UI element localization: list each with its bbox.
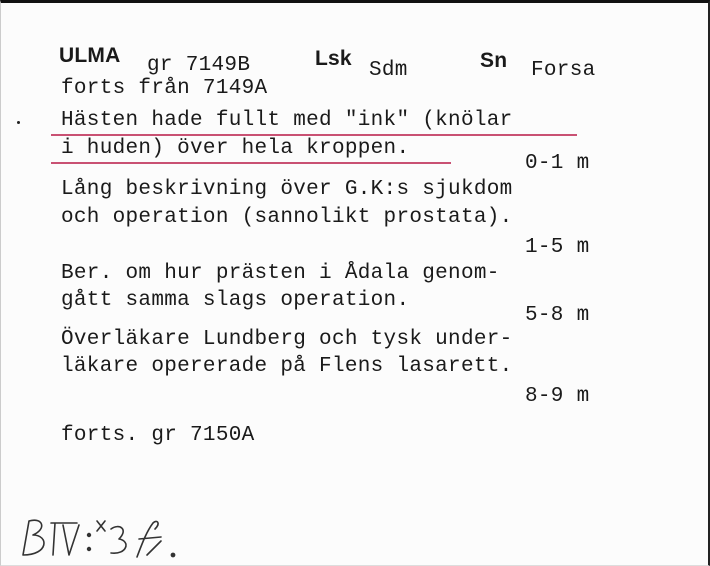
entry-1-time: 0-1 m [525,152,590,175]
entry-3-time: 5-8 m [525,304,590,327]
entry-1-line-2: i huden) över hela kroppen. [61,137,410,160]
entry-4-line-1: Överläkare Lundberg och tysk under- [61,328,513,351]
entry-3-line-2: gått samma slags operation. [61,289,410,312]
record-name: ULMA [59,44,121,67]
sn-value: Forsa [531,59,596,82]
entry-3-line-1: Ber. om hur prästen i Ådala genom- [61,262,500,285]
entry-4-time: 8-9 m [525,385,590,408]
continued-to: forts. gr 7150A [61,424,255,447]
entry-2-time: 1-5 m [525,236,590,259]
margin-dot [17,121,20,124]
lsk-label: Lsk [315,47,352,70]
entry-2-line-2: och operation (sannolikt prostata). [61,206,513,229]
entry-2-line-1: Lång beskrivning över G.K:s sjukdom [61,178,513,201]
sn-label: Sn [480,49,508,72]
lsk-value: Sdm [369,59,408,82]
entry-1-line-1: Hästen hade fullt med "ink" (knölar [61,109,513,132]
entry-4-line-2: läkare opererade på Flens lasarett. [61,355,513,378]
red-underline [51,162,451,164]
group-reference: gr 7149B [147,54,251,77]
continued-from: forts från 7149A [61,77,268,100]
handwritten-note [15,511,205,563]
